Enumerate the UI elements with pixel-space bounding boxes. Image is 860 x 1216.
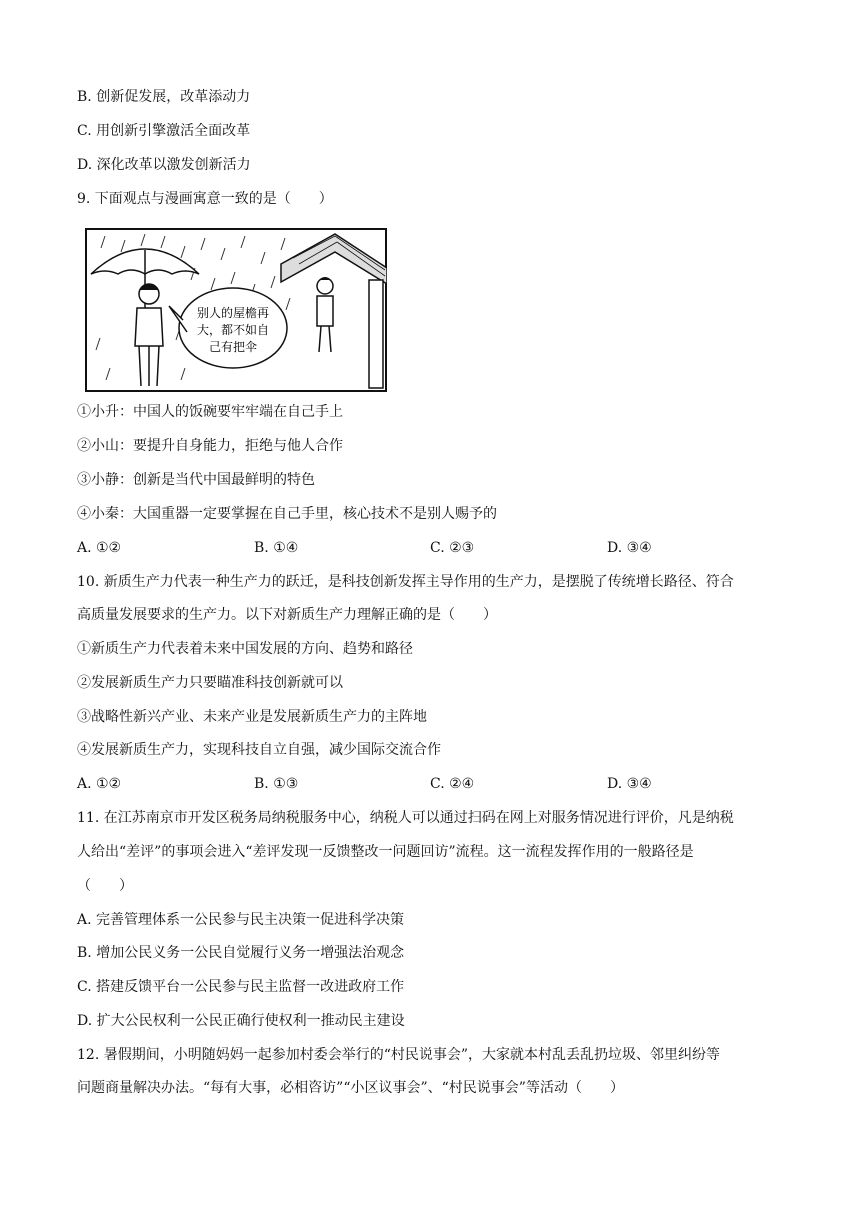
q10-statement-3: ③战略性新兴产业、未来产业是发展新质生产力的主阵地 <box>77 709 427 725</box>
q9-statement-4: ④小秦：大国重器一定要掌握在自己手里，核心技术不是别人赐予的 <box>77 506 497 522</box>
q10-choice-b: B. ①③ <box>254 776 299 792</box>
q10-stem-line-2: 高质量发展要求的生产力。以下对新质生产力理解正确的是（ ） <box>77 607 497 623</box>
speech-bubble-line-3: 己有把伞 <box>208 340 258 354</box>
q9-choice-d: D. ③④ <box>607 540 652 556</box>
speech-bubble-line-1: 别人的屋檐再 <box>196 306 270 320</box>
q11-stem-line-3: （ ） <box>77 878 133 894</box>
q9-statement-2: ②小山：要提升自身能力，拒绝与他人合作 <box>77 438 343 454</box>
q10-choice-c: C. ②④ <box>430 776 475 792</box>
q9-choice-b: B. ①④ <box>254 540 299 556</box>
q12-stem-line-2: 问题商量解决办法。“每有大事，必相咨访”“小区议事会”、“村民说事会”等活动（ ） <box>77 1080 624 1096</box>
q10-statement-1: ①新质生产力代表着未来中国发展的方向、趋势和路径 <box>77 641 413 657</box>
q11-option-c: C. 搭建反馈平台一公民参与民主监督一改进政府工作 <box>77 979 405 995</box>
q10-stem-line-1: 10. 新质生产力代表一种生产力的跃迁，是科技创新发挥主导作用的生产力，是摆脱了传统增长路径、符合 <box>77 574 734 590</box>
q10-choice-d: D. ③④ <box>607 776 652 792</box>
q11-stem-line-1: 11. 在江苏南京市开发区税务局纳税服务中心，纳税人可以通过扫码在网上对服务情况进行评价，凡是纳税 <box>77 810 734 826</box>
q8-option-c: C. 用创新引擎激活全面改革 <box>77 123 251 139</box>
q9-choice-a: A. ①② <box>77 540 122 556</box>
q9-statement-3: ③小静：创新是当代中国最鲜明的特色 <box>77 472 315 488</box>
umbrella-cartoon <box>85 228 387 392</box>
q11-option-b: B. 增加公民义务一公民自觉履行义务一增强法治观念 <box>77 945 405 961</box>
q9-choice-c: C. ②③ <box>430 540 475 556</box>
q10-statement-4: ④发展新质生产力，实现科技自立自强，减少国际交流合作 <box>77 742 441 758</box>
q9-stem: 9. 下面观点与漫画寓意一致的是（ ） <box>77 191 333 207</box>
q8-option-b: B. 创新促发展，改革添动力 <box>77 89 251 105</box>
q10-choice-a: A. ①② <box>77 776 122 792</box>
q11-option-d: D. 扩大公民权利一公民正确行使权利一推动民主建设 <box>77 1013 405 1029</box>
speech-bubble-line-2: 大，都不如自 <box>196 323 270 337</box>
q8-option-d: D. 深化改革以激发创新活力 <box>77 157 251 173</box>
q11-option-a: A. 完善管理体系一公民参与民主决策一促进科学决策 <box>77 912 405 928</box>
q11-stem-line-2: 人给出“差评”的事项会进入“差评发现一反馈整改一问题回访”流程。这一流程发挥作用的一般路径是 <box>77 844 694 860</box>
q10-statement-2: ②发展新质生产力只要瞄准科技创新就可以 <box>77 675 343 691</box>
q12-stem-line-1: 12. 暑假期间，小明随妈妈一起参加村委会举行的“村民说事会”，大家就本村乱丢乱扔垃圾、邻里纠纷等 <box>77 1047 721 1063</box>
q9-statement-1: ①小升：中国人的饭碗要牢牢端在自己手上 <box>77 404 343 420</box>
